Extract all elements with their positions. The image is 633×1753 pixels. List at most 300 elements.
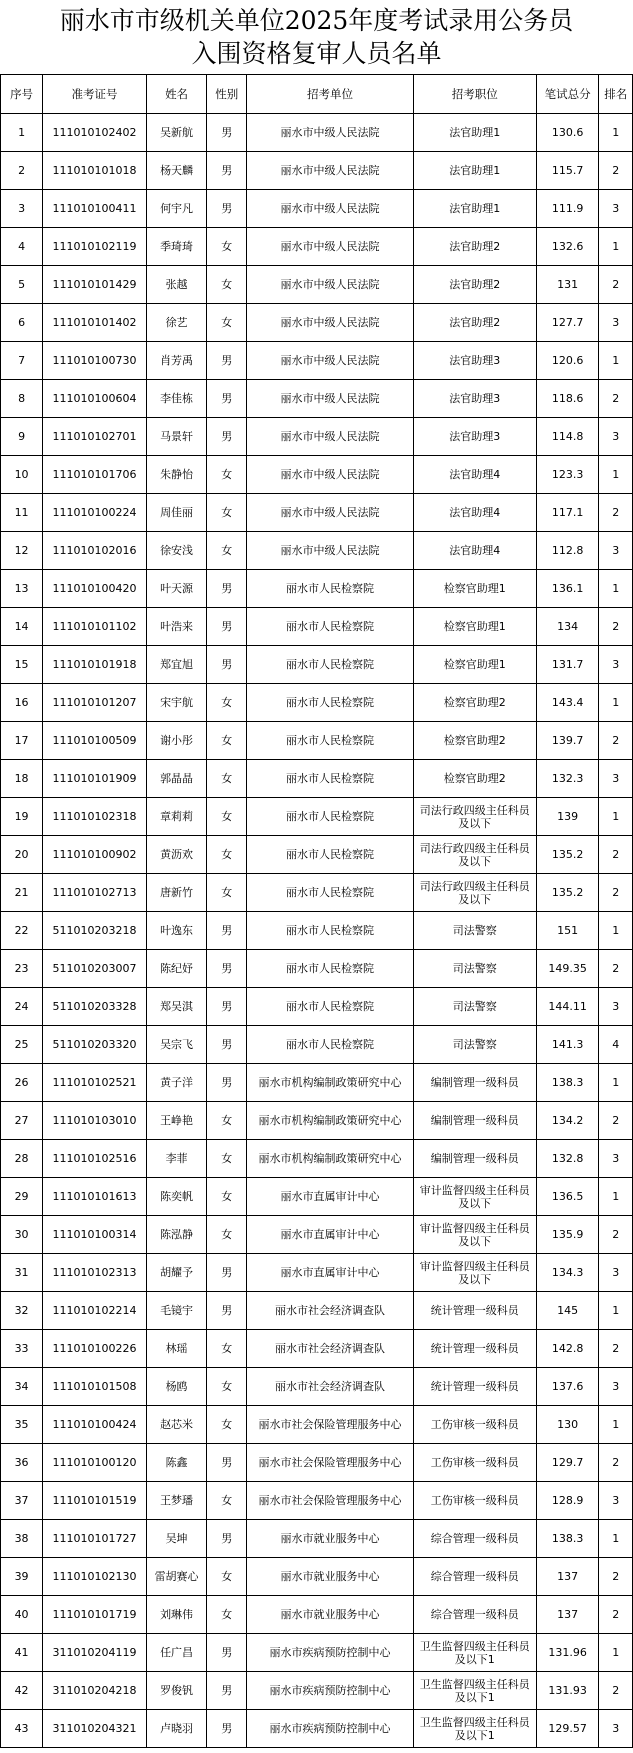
cell-col-gender: 男 — [207, 950, 247, 988]
cell-col-position: 法官助理3 — [413, 380, 536, 418]
cell-col-seq: 25 — [1, 1026, 43, 1064]
cell-col-score: 135.2 — [536, 874, 599, 912]
cell-col-score: 143.4 — [536, 684, 599, 722]
cell-col-name: 章莉莉 — [146, 798, 206, 836]
cell-col-rank: 1 — [599, 1406, 633, 1444]
cell-col-score: 145 — [536, 1292, 599, 1330]
table-row — [1, 190, 633, 228]
cell-col-seq: 28 — [1, 1140, 43, 1178]
cell-col-score: 130 — [536, 1406, 599, 1444]
cell-col-score: 142.8 — [536, 1330, 599, 1368]
table-row — [1, 1406, 633, 1444]
cell-col-unit: 丽水市疾病预防控制中心 — [247, 1634, 413, 1672]
cell-col-exam-id: 111010101429 — [43, 266, 147, 304]
cell-col-exam-id: 111010102313 — [43, 1254, 147, 1292]
cell-col-exam-id: 111010101909 — [43, 760, 147, 798]
cell-col-name: 赵芯米 — [146, 1406, 206, 1444]
cell-col-exam-id: 111010102016 — [43, 532, 147, 570]
cell-col-seq: 37 — [1, 1482, 43, 1520]
cell-col-name: 陈鑫 — [146, 1444, 206, 1482]
cell-col-seq: 12 — [1, 532, 43, 570]
table-row — [1, 1558, 633, 1596]
cell-col-gender: 女 — [207, 684, 247, 722]
cell-col-gender: 男 — [207, 912, 247, 950]
cell-col-seq: 10 — [1, 456, 43, 494]
cell-col-name: 周佳丽 — [146, 494, 206, 532]
cell-col-gender: 男 — [207, 1292, 247, 1330]
cell-col-gender: 男 — [207, 988, 247, 1026]
cell-col-name: 张越 — [146, 266, 206, 304]
cell-col-name: 唐新竹 — [146, 874, 206, 912]
cell-col-gender: 女 — [207, 1482, 247, 1520]
cell-col-seq: 36 — [1, 1444, 43, 1482]
cell-col-exam-id: 111010102516 — [43, 1140, 147, 1178]
cell-col-unit: 丽水市中级人民法院 — [247, 190, 413, 228]
cell-col-score: 132.3 — [536, 760, 599, 798]
cell-col-name: 叶逸东 — [146, 912, 206, 950]
cell-col-score: 137.6 — [536, 1368, 599, 1406]
cell-col-unit: 丽水市社会保险管理服务中心 — [247, 1482, 413, 1520]
cell-col-exam-id: 111010100902 — [43, 836, 147, 874]
page-title — [0, 0, 633, 74]
table-body — [1, 114, 633, 1748]
cell-col-seq: 43 — [1, 1710, 43, 1748]
cell-col-gender: 男 — [207, 1254, 247, 1292]
cell-col-unit: 丽水市就业服务中心 — [247, 1558, 413, 1596]
cell-col-name: 杨鸥 — [146, 1368, 206, 1406]
table-row — [1, 988, 633, 1026]
cell-col-score: 139 — [536, 798, 599, 836]
cell-col-gender: 女 — [207, 1368, 247, 1406]
cell-col-position: 司法行政四级主任科员及以下 — [413, 836, 536, 874]
cell-col-rank: 2 — [599, 1558, 633, 1596]
cell-col-rank: 2 — [599, 1216, 633, 1254]
cell-col-rank: 2 — [599, 950, 633, 988]
cell-col-gender: 女 — [207, 266, 247, 304]
cell-col-unit: 丽水市社会保险管理服务中心 — [247, 1406, 413, 1444]
cell-col-rank: 3 — [599, 1368, 633, 1406]
table-row — [1, 494, 633, 532]
cell-col-rank: 3 — [599, 1482, 633, 1520]
cell-col-position: 工伤审核一级科员 — [413, 1406, 536, 1444]
cell-col-exam-id: 111010101918 — [43, 646, 147, 684]
cell-col-rank: 3 — [599, 1254, 633, 1292]
header-col-score: 笔试总分 — [536, 75, 599, 114]
cell-col-seq: 21 — [1, 874, 43, 912]
cell-col-unit: 丽水市中级人民法院 — [247, 114, 413, 152]
cell-col-gender: 女 — [207, 760, 247, 798]
cell-col-rank: 3 — [599, 1710, 633, 1748]
cell-col-exam-id: 111010100604 — [43, 380, 147, 418]
cell-col-exam-id: 111010102214 — [43, 1292, 147, 1330]
cell-col-score: 128.9 — [536, 1482, 599, 1520]
cell-col-seq: 29 — [1, 1178, 43, 1216]
cell-col-rank: 2 — [599, 874, 633, 912]
cell-col-rank: 3 — [599, 304, 633, 342]
cell-col-seq: 32 — [1, 1292, 43, 1330]
cell-col-rank: 1 — [599, 456, 633, 494]
cell-col-gender: 男 — [207, 1672, 247, 1710]
cell-col-rank: 1 — [599, 684, 633, 722]
cell-col-score: 135.9 — [536, 1216, 599, 1254]
cell-col-seq: 20 — [1, 836, 43, 874]
cell-col-gender: 女 — [207, 532, 247, 570]
header-col-position: 招考职位 — [413, 75, 536, 114]
cell-col-seq: 13 — [1, 570, 43, 608]
cell-col-exam-id: 311010204119 — [43, 1634, 147, 1672]
cell-col-unit: 丽水市人民检察院 — [247, 646, 413, 684]
cell-col-exam-id: 111010100120 — [43, 1444, 147, 1482]
cell-col-score: 111.9 — [536, 190, 599, 228]
cell-col-unit: 丽水市人民检察院 — [247, 912, 413, 950]
cell-col-exam-id: 111010102402 — [43, 114, 147, 152]
table-row — [1, 114, 633, 152]
cell-col-name: 李菲 — [146, 1140, 206, 1178]
cell-col-gender: 男 — [207, 1634, 247, 1672]
cell-col-name: 王峥艳 — [146, 1102, 206, 1140]
cell-col-exam-id: 111010101719 — [43, 1596, 147, 1634]
cell-col-position: 法官助理2 — [413, 266, 536, 304]
cell-col-unit: 丽水市中级人民法院 — [247, 342, 413, 380]
cell-col-rank: 3 — [599, 760, 633, 798]
cell-col-exam-id: 111010101519 — [43, 1482, 147, 1520]
cell-col-position: 检察官助理1 — [413, 646, 536, 684]
cell-col-position: 审计监督四级主任科员及以下 — [413, 1178, 536, 1216]
cell-col-position: 法官助理2 — [413, 304, 536, 342]
cell-col-seq: 17 — [1, 722, 43, 760]
cell-col-unit: 丽水市中级人民法院 — [247, 266, 413, 304]
cell-col-name: 季琦琦 — [146, 228, 206, 266]
cell-col-rank: 1 — [599, 1634, 633, 1672]
cell-col-name: 刘琳伟 — [146, 1596, 206, 1634]
cell-col-unit: 丽水市人民检察院 — [247, 950, 413, 988]
cell-col-rank: 1 — [599, 342, 633, 380]
cell-col-exam-id: 111010101018 — [43, 152, 147, 190]
table-row — [1, 532, 633, 570]
cell-col-unit: 丽水市人民检察院 — [247, 684, 413, 722]
cell-col-position: 统计管理一级科员 — [413, 1330, 536, 1368]
table-row — [1, 912, 633, 950]
cell-col-position: 工伤审核一级科员 — [413, 1482, 536, 1520]
cell-col-position: 法官助理3 — [413, 418, 536, 456]
cell-col-seq: 4 — [1, 228, 43, 266]
cell-col-seq: 39 — [1, 1558, 43, 1596]
cell-col-seq: 26 — [1, 1064, 43, 1102]
cell-col-rank: 2 — [599, 1596, 633, 1634]
cell-col-exam-id: 111010100420 — [43, 570, 147, 608]
cell-col-rank: 1 — [599, 1292, 633, 1330]
cell-col-exam-id: 111010101102 — [43, 608, 147, 646]
cell-col-gender: 女 — [207, 1178, 247, 1216]
cell-col-score: 131.93 — [536, 1672, 599, 1710]
cell-col-seq: 8 — [1, 380, 43, 418]
cell-col-rank: 3 — [599, 1140, 633, 1178]
cell-col-position: 审计监督四级主任科员及以下 — [413, 1254, 536, 1292]
cell-col-rank: 3 — [599, 988, 633, 1026]
cell-col-name: 何宇凡 — [146, 190, 206, 228]
table-row — [1, 722, 633, 760]
table-row — [1, 1672, 633, 1710]
cell-col-gender: 男 — [207, 1710, 247, 1748]
cell-col-name: 陈奕帆 — [146, 1178, 206, 1216]
cell-col-name: 徐安浅 — [146, 532, 206, 570]
cell-col-rank: 2 — [599, 608, 633, 646]
cell-col-score: 131.7 — [536, 646, 599, 684]
cell-col-position: 法官助理1 — [413, 190, 536, 228]
cell-col-exam-id: 111010100411 — [43, 190, 147, 228]
cell-col-unit: 丽水市社会保险管理服务中心 — [247, 1444, 413, 1482]
table-header-row — [1, 75, 633, 114]
table-row — [1, 798, 633, 836]
cell-col-name: 黄沥欢 — [146, 836, 206, 874]
cell-col-gender: 男 — [207, 380, 247, 418]
title-line-1: 丽水市市级机关单位2025年度考试录用公务员 — [59, 6, 574, 35]
cell-col-exam-id: 111010101207 — [43, 684, 147, 722]
table-row — [1, 684, 633, 722]
cell-col-gender: 男 — [207, 608, 247, 646]
cell-col-exam-id: 111010102713 — [43, 874, 147, 912]
cell-col-seq: 2 — [1, 152, 43, 190]
cell-col-rank: 2 — [599, 722, 633, 760]
cell-col-gender: 男 — [207, 1064, 247, 1102]
cell-col-name: 王梦璠 — [146, 1482, 206, 1520]
cell-col-score: 118.6 — [536, 380, 599, 418]
cell-col-name: 郭晶晶 — [146, 760, 206, 798]
cell-col-gender: 男 — [207, 114, 247, 152]
cell-col-seq: 24 — [1, 988, 43, 1026]
cell-col-position: 法官助理2 — [413, 228, 536, 266]
header-col-name: 姓名 — [146, 75, 206, 114]
cell-col-score: 137 — [536, 1596, 599, 1634]
table-row — [1, 570, 633, 608]
header-col-exam-id: 准考证号 — [43, 75, 147, 114]
cell-col-gender: 男 — [207, 418, 247, 456]
cell-col-unit: 丽水市人民检察院 — [247, 608, 413, 646]
cell-col-seq: 14 — [1, 608, 43, 646]
cell-col-unit: 丽水市社会经济调查队 — [247, 1368, 413, 1406]
cell-col-unit: 丽水市中级人民法院 — [247, 456, 413, 494]
cell-col-score: 134.3 — [536, 1254, 599, 1292]
cell-col-exam-id: 111010100314 — [43, 1216, 147, 1254]
cell-col-name: 吴坤 — [146, 1520, 206, 1558]
cell-col-rank: 2 — [599, 494, 633, 532]
table-row — [1, 418, 633, 456]
cell-col-exam-id: 111010101727 — [43, 1520, 147, 1558]
cell-col-seq: 27 — [1, 1102, 43, 1140]
cell-col-score: 144.11 — [536, 988, 599, 1026]
cell-col-unit: 丽水市中级人民法院 — [247, 532, 413, 570]
cell-col-gender: 女 — [207, 836, 247, 874]
cell-col-score: 115.7 — [536, 152, 599, 190]
header-col-seq: 序号 — [1, 75, 43, 114]
cell-col-unit: 丽水市中级人民法院 — [247, 494, 413, 532]
cell-col-position: 司法行政四级主任科员及以下 — [413, 874, 536, 912]
cell-col-unit: 丽水市就业服务中心 — [247, 1520, 413, 1558]
cell-col-score: 137 — [536, 1558, 599, 1596]
table-row — [1, 1368, 633, 1406]
table-row — [1, 1292, 633, 1330]
cell-col-seq: 33 — [1, 1330, 43, 1368]
cell-col-exam-id: 111010100424 — [43, 1406, 147, 1444]
cell-col-rank: 1 — [599, 570, 633, 608]
cell-col-seq: 6 — [1, 304, 43, 342]
table-row — [1, 304, 633, 342]
cell-col-score: 132.8 — [536, 1140, 599, 1178]
cell-col-score: 117.1 — [536, 494, 599, 532]
cell-col-name: 吴新航 — [146, 114, 206, 152]
cell-col-rank: 2 — [599, 1102, 633, 1140]
cell-col-rank: 1 — [599, 114, 633, 152]
cell-col-rank: 3 — [599, 532, 633, 570]
cell-col-rank: 3 — [599, 190, 633, 228]
cell-col-exam-id: 511010203328 — [43, 988, 147, 1026]
cell-col-position: 司法警察 — [413, 988, 536, 1026]
cell-col-gender: 女 — [207, 1330, 247, 1368]
cell-col-seq: 18 — [1, 760, 43, 798]
cell-col-gender: 男 — [207, 152, 247, 190]
cell-col-seq: 30 — [1, 1216, 43, 1254]
cell-col-gender: 男 — [207, 570, 247, 608]
cell-col-position: 综合管理一级科员 — [413, 1558, 536, 1596]
cell-col-exam-id: 511010203320 — [43, 1026, 147, 1064]
cell-col-position: 检察官助理2 — [413, 760, 536, 798]
cell-col-score: 136.5 — [536, 1178, 599, 1216]
cell-col-exam-id: 111010102318 — [43, 798, 147, 836]
cell-col-rank: 2 — [599, 266, 633, 304]
cell-col-unit: 丽水市人民检察院 — [247, 874, 413, 912]
cell-col-rank: 3 — [599, 646, 633, 684]
cell-col-seq: 1 — [1, 114, 43, 152]
cell-col-unit: 丽水市直属审计中心 — [247, 1254, 413, 1292]
cell-col-seq: 34 — [1, 1368, 43, 1406]
cell-col-name: 宋宇航 — [146, 684, 206, 722]
cell-col-unit: 丽水市人民检察院 — [247, 1026, 413, 1064]
cell-col-name: 陈泓静 — [146, 1216, 206, 1254]
table-row — [1, 1330, 633, 1368]
cell-col-score: 123.3 — [536, 456, 599, 494]
cell-col-exam-id: 511010203007 — [43, 950, 147, 988]
cell-col-unit: 丽水市中级人民法院 — [247, 228, 413, 266]
cell-col-score: 131.96 — [536, 1634, 599, 1672]
cell-col-seq: 11 — [1, 494, 43, 532]
cell-col-name: 胡耀予 — [146, 1254, 206, 1292]
cell-col-exam-id: 111010101613 — [43, 1178, 147, 1216]
cell-col-position: 检察官助理1 — [413, 570, 536, 608]
cell-col-rank: 2 — [599, 380, 633, 418]
cell-col-name: 卢晓羽 — [146, 1710, 206, 1748]
cell-col-unit: 丽水市社会经济调查队 — [247, 1292, 413, 1330]
table-row — [1, 646, 633, 684]
table-row — [1, 266, 633, 304]
table-row — [1, 1064, 633, 1102]
table-row — [1, 608, 633, 646]
table-row — [1, 836, 633, 874]
table-row — [1, 1596, 633, 1634]
cell-col-score: 131 — [536, 266, 599, 304]
cell-col-score: 120.6 — [536, 342, 599, 380]
table-row — [1, 1634, 633, 1672]
cell-col-name: 陈纪妤 — [146, 950, 206, 988]
cell-col-seq: 15 — [1, 646, 43, 684]
cell-col-name: 叶天源 — [146, 570, 206, 608]
cell-col-rank: 2 — [599, 152, 633, 190]
cell-col-exam-id: 311010204321 — [43, 1710, 147, 1748]
cell-col-rank: 1 — [599, 228, 633, 266]
cell-col-name: 罗俊钒 — [146, 1672, 206, 1710]
cell-col-rank: 1 — [599, 912, 633, 950]
cell-col-name: 徐艺 — [146, 304, 206, 342]
header-col-unit: 招考单位 — [247, 75, 413, 114]
table-row — [1, 1026, 633, 1064]
cell-col-exam-id: 111010100730 — [43, 342, 147, 380]
cell-col-score: 112.8 — [536, 532, 599, 570]
cell-col-position: 检察官助理1 — [413, 608, 536, 646]
cell-col-gender: 男 — [207, 342, 247, 380]
cell-col-name: 马景轩 — [146, 418, 206, 456]
cell-col-seq: 16 — [1, 684, 43, 722]
cell-col-name: 叶浩来 — [146, 608, 206, 646]
cell-col-position: 法官助理4 — [413, 532, 536, 570]
cell-col-gender: 女 — [207, 722, 247, 760]
cell-col-name: 朱静怡 — [146, 456, 206, 494]
cell-col-unit: 丽水市机构编制政策研究中心 — [247, 1102, 413, 1140]
cell-col-position: 统计管理一级科员 — [413, 1368, 536, 1406]
cell-col-name: 杨天麟 — [146, 152, 206, 190]
cell-col-position: 综合管理一级科员 — [413, 1520, 536, 1558]
cell-col-score: 132.6 — [536, 228, 599, 266]
cell-col-unit: 丽水市人民检察院 — [247, 722, 413, 760]
cell-col-rank: 3 — [599, 418, 633, 456]
header-col-rank: 排名 — [599, 75, 633, 114]
cell-col-position: 编制管理一级科员 — [413, 1064, 536, 1102]
title-line-2: 入围资格复审人员名单 — [191, 39, 442, 68]
cell-col-gender: 女 — [207, 1406, 247, 1444]
cell-col-unit: 丽水市人民检察院 — [247, 798, 413, 836]
cell-col-position: 编制管理一级科员 — [413, 1102, 536, 1140]
cell-col-position: 法官助理1 — [413, 114, 536, 152]
cell-col-unit: 丽水市疾病预防控制中心 — [247, 1710, 413, 1748]
cell-col-gender: 女 — [207, 456, 247, 494]
cell-col-name: 黄子洋 — [146, 1064, 206, 1102]
table-row — [1, 1216, 633, 1254]
cell-col-unit: 丽水市直属审计中心 — [247, 1216, 413, 1254]
cell-col-position: 司法警察 — [413, 1026, 536, 1064]
table-row — [1, 342, 633, 380]
cell-col-name: 谢小彤 — [146, 722, 206, 760]
cell-col-unit: 丽水市人民检察院 — [247, 570, 413, 608]
cell-col-unit: 丽水市疾病预防控制中心 — [247, 1672, 413, 1710]
cell-col-position: 卫生监督四级主任科员及以下1 — [413, 1634, 536, 1672]
cell-col-unit: 丽水市人民检察院 — [247, 988, 413, 1026]
cell-col-score: 127.7 — [536, 304, 599, 342]
cell-col-name: 毛镜宇 — [146, 1292, 206, 1330]
cell-col-gender: 女 — [207, 494, 247, 532]
cell-col-exam-id: 111010101706 — [43, 456, 147, 494]
cell-col-unit: 丽水市社会经济调查队 — [247, 1330, 413, 1368]
cell-col-position: 工伤审核一级科员 — [413, 1444, 536, 1482]
cell-col-exam-id: 111010103010 — [43, 1102, 147, 1140]
cell-col-rank: 1 — [599, 1178, 633, 1216]
cell-col-exam-id: 111010100224 — [43, 494, 147, 532]
cell-col-gender: 女 — [207, 1140, 247, 1178]
cell-col-rank: 2 — [599, 1672, 633, 1710]
cell-col-position: 司法警察 — [413, 912, 536, 950]
cell-col-exam-id: 111010102521 — [43, 1064, 147, 1102]
cell-col-score: 149.35 — [536, 950, 599, 988]
cell-col-score: 134.2 — [536, 1102, 599, 1140]
table-row — [1, 874, 633, 912]
cell-col-name: 李佳栋 — [146, 380, 206, 418]
